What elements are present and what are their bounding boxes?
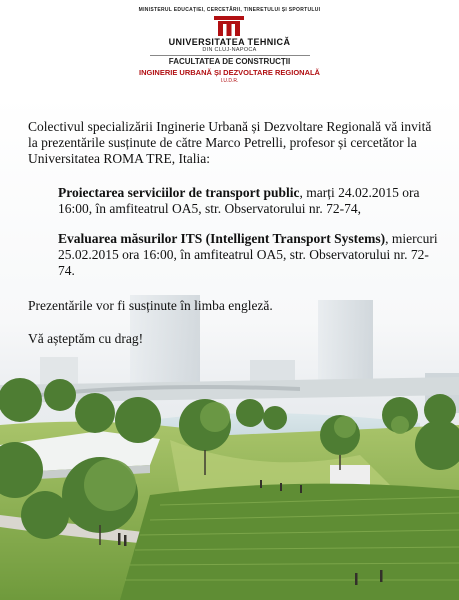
presentation-1-details: , marți 24.02.2015 ora 16:00, în amfiteatrul OA5, str. Observatorului nr. 72-74,: [58, 185, 420, 216]
divider: [150, 55, 310, 56]
invitation-text: [28, 119, 448, 347]
intro-paragraph: Colectivul specializării Inginerie Urbană și Dezvoltare Regională vă invită la prezentările susținute de către Marco Petrelli, profesor și cercetător la Universitatea ROMA TRE, Italia:: [28, 119, 432, 166]
faculty-name: FACULTATEA DE CONSTRUCȚII: [168, 57, 291, 66]
specialization-abbreviation: I.U.D.R.: [220, 78, 239, 84]
presentation-1: [58, 185, 443, 217]
university-logo-icon: [213, 15, 245, 37]
specialization-name: INGINERIE URBANĂ ȘI DEZVOLTARE REGIONALĂ: [139, 68, 320, 77]
university-city: DIN CLUJ-NAPOCA: [202, 47, 257, 53]
letterhead: [0, 0, 459, 95]
presentation-1-title: Proiectarea serviciilor de transport public: [58, 185, 300, 200]
presentation-2: [58, 231, 443, 279]
presentation-2-title: Evaluarea măsurilor ITS (Intelligent Transport Systems): [58, 231, 386, 246]
closing-line: Vă așteptăm cu drag!: [28, 331, 144, 346]
language-note: Prezentările vor fi susținute în limba engleză.: [28, 298, 273, 313]
presentation-2-details: , miercuri 25.02.2015 ora 16:00, în amfiteatrul OA5, str. Observatorului nr. 72-74.: [58, 231, 438, 278]
ministry-name: MINISTERUL EDUCAȚIEI, CERCETĂRII, TINERETULUI ȘI SPORTULUI: [138, 7, 321, 13]
university-name: UNIVERSITATEA TEHNICĂ: [168, 37, 291, 47]
